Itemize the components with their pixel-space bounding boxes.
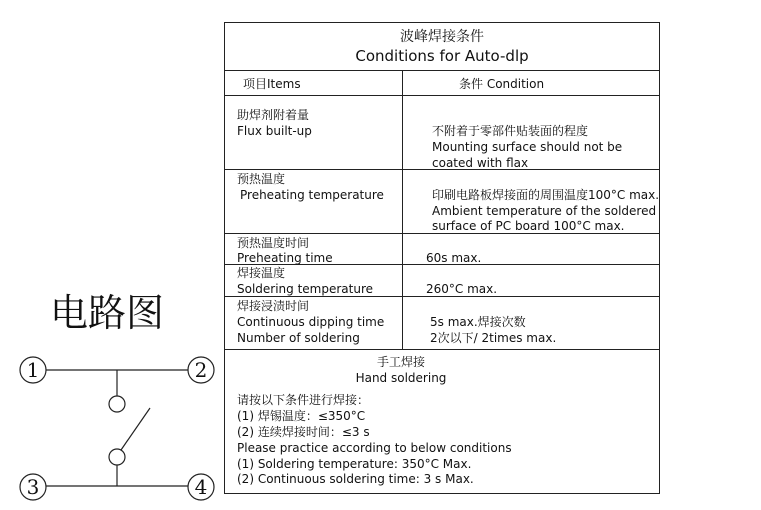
row-solder-temp-item-en: Soldering temperature <box>237 282 374 296</box>
divider <box>224 70 660 71</box>
row-dipping-cond-1: 5s max.焊接次数 <box>430 315 526 329</box>
hand-title-en: Hand soldering <box>355 371 447 385</box>
row-preheat-item-en: Preheating temperature <box>240 188 384 202</box>
circuit-diagram <box>0 340 222 510</box>
row-preheat-time-item-cn: 预热温度时间 <box>237 236 310 250</box>
row-solder-temp-item-cn: 焊接温度 <box>237 266 286 280</box>
header-condition: 条件 Condition <box>459 77 545 91</box>
column-divider <box>402 70 403 349</box>
table-title-en: Conditions for Auto-dlp <box>355 47 529 65</box>
row-flux-cond-1: 不附着于零部件贴装面的程度 <box>432 124 589 138</box>
divider <box>224 233 660 234</box>
upper-contact <box>109 396 125 412</box>
row-flux-item-cn: 助焊剂附着量 <box>237 108 310 122</box>
circuit-title: 电路图 <box>50 291 165 335</box>
row-preheat-time-item-en: Preheating time <box>237 251 333 265</box>
switch-lever <box>121 408 150 450</box>
row-preheat-item-cn: 预热温度 <box>237 172 286 186</box>
row-preheat-time-cond: 60s max. <box>426 251 482 265</box>
pin-4-label: 4 <box>194 475 208 499</box>
row-flux-cond-2: Mounting surface should not be <box>432 140 623 154</box>
row-dipping-cond-2: 2次以下/ 2times max. <box>430 331 557 345</box>
hand-line-5: (1) Soldering temperature: 350°C Max. <box>237 457 472 471</box>
pin-1-label: 1 <box>26 358 40 382</box>
row-dipping-item-en2: Number of soldering <box>237 331 360 345</box>
hand-line-3: (2) 连续焊接时间：≤3 s <box>237 425 370 439</box>
lower-contact <box>109 449 125 465</box>
table-title-cn: 波峰焊接条件 <box>400 29 484 45</box>
row-dipping-item-cn: 焊接浸渍时间 <box>237 299 310 313</box>
divider <box>224 296 660 297</box>
hand-line-6: (2) Continuous soldering time: 3 s Max. <box>237 472 474 486</box>
row-flux-cond-3: coated with flax <box>432 156 529 170</box>
row-dipping-item-en: Continuous dipping time <box>237 315 385 329</box>
pin-2-label: 2 <box>194 358 208 382</box>
row-preheat-cond-1: 印刷电路板焊接面的周围温度100°C max. <box>432 188 660 202</box>
hand-line-2: (1) 焊锡温度：≤350°C <box>237 409 366 423</box>
row-preheat-cond-3: surface of PC board 100°C max. <box>432 219 625 233</box>
divider <box>224 349 660 350</box>
pin-3-label: 3 <box>26 475 40 499</box>
hand-line-1: 请按以下条件进行焊接： <box>237 393 370 407</box>
header-items: 项目Items <box>243 77 301 91</box>
hand-title-cn: 手工焊接 <box>376 355 425 369</box>
divider <box>224 95 660 96</box>
row-flux-item-en: Flux built-up <box>237 124 312 138</box>
hand-line-4: Please practice according to below conditions <box>237 441 512 455</box>
row-solder-temp-cond: 260°C max. <box>426 282 498 296</box>
row-preheat-cond-2: Ambient temperature of the soldered <box>432 204 657 218</box>
